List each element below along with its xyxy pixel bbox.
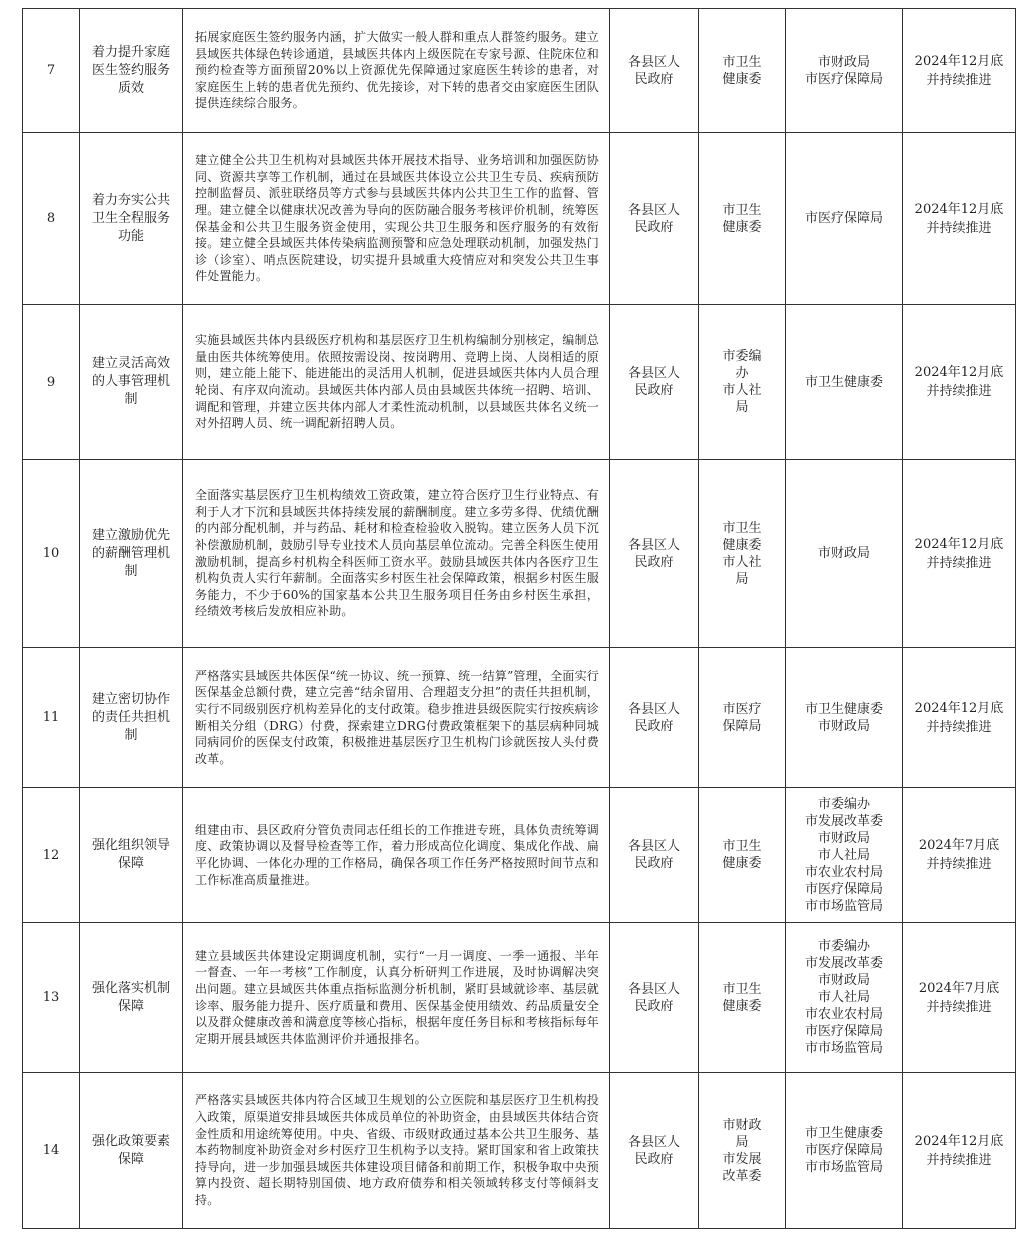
- table-row: [23, 305, 1016, 460]
- cooperating-department: 市卫生健康委: [804, 374, 883, 390]
- lead-department-line: 健康委: [722, 219, 762, 235]
- lead-department-line: 市人社: [722, 554, 762, 570]
- cooperating-department: 市医疗保障局: [804, 881, 883, 897]
- task-content: 建立县域医共体建设定期调度机制，实行“一月一调度、一季一通报、半年一督查、一年一考核”工作制度，认真分析研判工作进展，及时协调解决突出问题。建立县域医共体重点指标监测分析机制，紧盯县域就诊率、基层就诊率、服务能力提升、医疗质量和费用、医保基金使用绩效、药品质量安全以及群众健康改善和满意度等核心指标，根据年度任务目标和考核指标每年定期开展县域医共体监测评价并通报排名。: [183, 923, 610, 1073]
- cooperating-department: 市发展改革委: [804, 956, 883, 971]
- task-table-body: [23, 9, 1016, 1229]
- lead-department-line: 市发展: [722, 1151, 762, 1167]
- lead-department-line: 市卫生: [722, 520, 762, 536]
- responsible-government: 各县区人民政府: [610, 648, 699, 788]
- task-content: 组建由市、县区政府分管负责同志任组长的工作推进专班，具体负责统筹调度、政策协调以及督导检查等工作，着力形成高位化调度、集成化作战、扁平化协调、一体化办理的工作格局，确保各项工作任务严格按照时间节点和工作标准高质量推进。: [183, 788, 610, 923]
- responsible-government: 各县区人民政府: [610, 133, 699, 305]
- row-number: 11: [23, 648, 80, 788]
- cooperating-department: 市农业农村局: [804, 1007, 883, 1022]
- lead-department-line: 市卫生: [722, 839, 762, 854]
- cooperating-departments: [786, 923, 903, 1073]
- table-row: [23, 648, 1016, 788]
- task-title: 着力提升家庭医生签约服务质效: [80, 9, 183, 133]
- lead-department: [699, 1073, 786, 1229]
- task-title: 强化落实机制保障: [80, 923, 183, 1073]
- cooperating-department: 市农业农村局: [804, 864, 883, 880]
- row-number: 9: [23, 305, 80, 460]
- row-number: 7: [23, 9, 80, 133]
- lead-department-line: 市医疗: [722, 701, 762, 717]
- cooperating-department: 市医疗保障局: [804, 1024, 883, 1039]
- cooperating-department: 市委编办: [817, 796, 870, 812]
- task-content: 建立健全公共卫生机构对县域医共体开展技术指导、业务培训和加强医防协同、资源共享等工作机制，通过在县域医共体设立公共卫生专员、疾病预防控制监督员、派驻联络员等方式参与县域医共体内公共卫生工作的监督、管理。建立健全以健康状况改善为导向的医防融合服务考核评价机制，统筹医保基金和公共卫生服务资金使用，实现公共卫生服务和医疗服务的有效衔接。建立健全县域医共体传染病监测预警和应急处理联动机制，加强发热门诊（诊室）、哨点医院建设，切实提升县域重大疫情应对和突发公共卫生事件处置能力。: [183, 133, 610, 305]
- deadline: 2024年12月底并持续推进: [903, 305, 1016, 460]
- responsible-government: 各县区人民政府: [610, 1073, 699, 1229]
- lead-department: [699, 788, 786, 923]
- table-row: [23, 1073, 1016, 1229]
- cooperating-department: 市财政局: [817, 973, 870, 988]
- task-title: 建立激励优先的薪酬管理机制: [80, 460, 183, 648]
- task-content: 全面落实基层医疗卫生机构绩效工资政策，建立符合医疗卫生行业特点、有利于人才下沉和县域医共体持续发展的薪酬制度。建立多劳多得、优绩优酬的内部分配机制，并与药品、耗材和检查检验收入脱钩。建立医务人员下沉补偿激励机制，鼓励引导专业技术人员向基层单位流动。完善全科医生使用激励机制，提高乡村机构全科医师工资水平。鼓励县域医共体内各医疗卫生机构负责人实行年薪制。全面落实乡村医生社会保障政策，根据乡村医生服务能力，不少于60%的国家基本公共卫生服务项目任务由乡村医生承担，经绩效考核后发放相应补助。: [183, 460, 610, 648]
- table-row: [23, 788, 1016, 923]
- lead-department-line: 市委编: [722, 349, 762, 364]
- row-number: 10: [23, 460, 80, 648]
- lead-department-line: 健康委: [722, 856, 762, 871]
- table-row: [23, 460, 1016, 648]
- table-row: [23, 133, 1016, 305]
- table-row: [23, 9, 1016, 133]
- cooperating-department: 市卫生健康委: [804, 1126, 883, 1141]
- cooperating-departments: [786, 9, 903, 133]
- lead-department-line: 办: [735, 366, 749, 381]
- task-title: 着力夯实公共卫生全程服务功能: [80, 133, 183, 305]
- cooperating-department: 市市场监管局: [804, 1160, 883, 1175]
- cooperating-departments: [786, 133, 903, 305]
- lead-department-line: 局: [735, 571, 749, 587]
- cooperating-department: 市医疗保障局: [804, 211, 883, 226]
- task-content: 实施县域医共体内县级医疗机构和基层医疗卫生机构编制分别核定，编制总量由医共体统筹使用。依照按需设岗、按岗聘用、竞聘上岗、人岗相适的原则，建立能上能下、能进能出的灵活用人机制，促进县域医共体内人员合理轮岗、有序双向流动。县域医共体内部人员由县域医共体统一招聘、培训、调配和管理，并建立医共体内部人才柔性流动机制，以县域医共体名义统一对外招聘人员、统一调配新招聘人员。: [183, 305, 610, 460]
- task-title: 建立密切协作的责任共担机制: [80, 648, 183, 788]
- deadline: 2024年12月底并持续推进: [903, 9, 1016, 133]
- deadline: 2024年12月底并持续推进: [903, 1073, 1016, 1229]
- lead-department: [699, 460, 786, 648]
- cooperating-department: 市人社局: [817, 847, 870, 863]
- responsible-government: 各县区人民政府: [610, 460, 699, 648]
- cooperating-department: 市委编办: [817, 939, 870, 954]
- row-number: 8: [23, 133, 80, 305]
- task-content: 拓展家庭医生签约服务内涵，扩大做实一般人群和重点人群签约服务。建立县域医共体绿色转诊通道，县域医共体内上级医院在专家号源、住院床位和预约检查等方面预留20%以上资源优先保障通过家庭医生转诊的患者，对家庭医生上转的患者优先预约、优先接诊，对下转的患者交由家庭医生团队提供连续综合服务。: [183, 9, 610, 133]
- lead-department-line: 改革委: [722, 1168, 762, 1184]
- deadline: 2024年12月底并持续推进: [903, 648, 1016, 788]
- task-table-container: [22, 8, 1004, 1229]
- cooperating-departments: [786, 460, 903, 648]
- responsible-government: 各县区人民政府: [610, 305, 699, 460]
- lead-department: [699, 9, 786, 133]
- table-row: [23, 923, 1016, 1073]
- task-title: 强化组织领导保障: [80, 788, 183, 923]
- cooperating-department: 市人社局: [817, 990, 870, 1005]
- cooperating-department: 市卫生健康委: [804, 701, 883, 717]
- lead-department-line: 健康委: [722, 537, 762, 553]
- row-number: 12: [23, 788, 80, 923]
- lead-department: [699, 923, 786, 1073]
- lead-department-line: 市财政: [722, 1117, 762, 1133]
- task-content: 严格落实县域医共体医保“统一协议、统一预算、统一结算”管理，全面实行医保基金总额付费，建立完善“结余留用、合理超支分担”的责任共担机制，实行不同级别医疗机构差异化的支付政策。稳步推进县级医院实行按疾病诊断相关分组（DRG）付费，探索建立DRG付费政策框架下的基层病种同城同病同价的医保支付政策，积极推进基层医疗卫生机构门诊就医按人头付费改革。: [183, 648, 610, 788]
- responsible-government: 各县区人民政府: [610, 923, 699, 1073]
- cooperating-department: 市财政局: [817, 546, 870, 561]
- lead-department-line: 市卫生: [722, 54, 762, 70]
- cooperating-department: 市财政局: [817, 830, 870, 846]
- lead-department-line: 市卫生: [722, 202, 762, 218]
- row-number: 13: [23, 923, 80, 1073]
- cooperating-department: 市市场监管局: [804, 898, 883, 914]
- lead-department-line: 局: [735, 1134, 749, 1150]
- responsible-government: 各县区人民政府: [610, 788, 699, 923]
- task-content: 严格落实县域医共体内符合区域卫生规划的公立医院和基层医疗卫生机构投入政策，原渠道安排县域医共体成员单位的补助资金，由县域医共体结合资金性质和用途统筹使用。中央、省级、市级财政通过基本公共卫生服务、基本药物制度补助资金对乡村医疗卫生机构予以支持。紧盯国家和省上政策扶持导向，进一步加强县域医共体建设项目储备和前期工作，积极争取中央预算内投资、超长期特别国债、地方政府债券和相关领域转移支付等倾斜支持。: [183, 1073, 610, 1229]
- lead-department-line: 局: [735, 400, 749, 415]
- cooperating-department: 市医疗保障局: [804, 71, 883, 87]
- cooperating-departments: [786, 788, 903, 923]
- task-title: 强化政策要素保障: [80, 1073, 183, 1229]
- task-table: [22, 8, 1016, 1229]
- cooperating-departments: [786, 648, 903, 788]
- lead-department: [699, 648, 786, 788]
- lead-department-line: 市人社: [722, 383, 762, 398]
- deadline: 2024年12月底并持续推进: [903, 133, 1016, 305]
- lead-department: [699, 305, 786, 460]
- cooperating-department: 市财政局: [817, 54, 870, 70]
- cooperating-department: 市财政局: [817, 718, 870, 734]
- deadline: 2024年7月底并持续推进: [903, 788, 1016, 923]
- row-number: 14: [23, 1073, 80, 1229]
- deadline: 2024年12月底并持续推进: [903, 460, 1016, 648]
- deadline: 2024年7月底并持续推进: [903, 923, 1016, 1073]
- task-title: 建立灵活高效的人事管理机制: [80, 305, 183, 460]
- cooperating-departments: [786, 305, 903, 460]
- cooperating-department: 市发展改革委: [804, 813, 883, 829]
- lead-department-line: 健康委: [722, 71, 762, 87]
- lead-department-line: 市卫生: [722, 981, 762, 997]
- lead-department-line: 保障局: [722, 718, 762, 734]
- lead-department: [699, 133, 786, 305]
- cooperating-departments: [786, 1073, 903, 1229]
- cooperating-department: 市市场监管局: [804, 1041, 883, 1056]
- lead-department-line: 健康委: [722, 998, 762, 1014]
- responsible-government: 各县区人民政府: [610, 9, 699, 133]
- cooperating-department: 市医疗保障局: [804, 1143, 883, 1158]
